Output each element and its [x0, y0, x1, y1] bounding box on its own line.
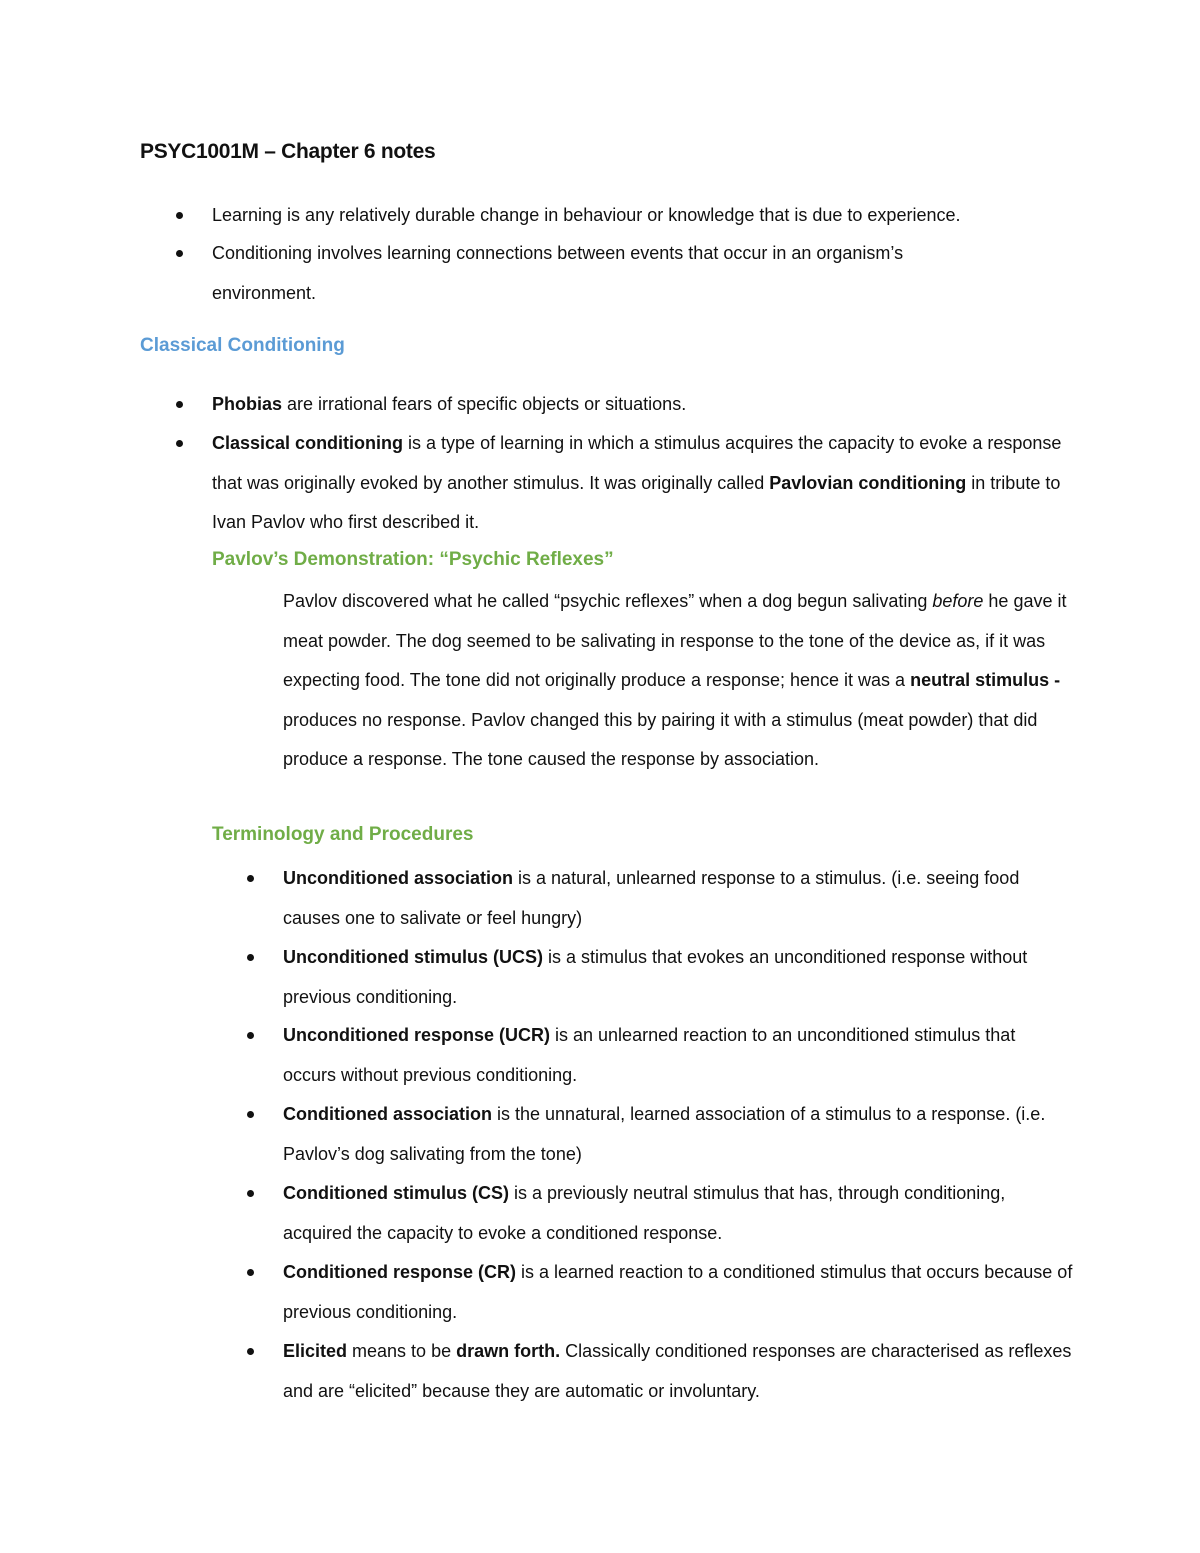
term: Pavlovian conditioning [769, 472, 967, 493]
term: neutral stimulus - [910, 670, 1061, 690]
term-item [283, 1253, 1073, 1332]
definition: is a learned reaction to a conditioned stimulus that occurs because of previous conditioning. [283, 1262, 1073, 1322]
classical-item [212, 385, 1072, 425]
definition: is an unlearned reaction to an unconditioned stimulus that occurs without previous conditioning. [283, 1025, 1016, 1085]
definition: is a previously neutral stimulus that has, through conditioning, acquired the capacity to evoke a conditioned response. [283, 1183, 1006, 1243]
bullet-icon [176, 212, 183, 219]
term-item [283, 938, 1073, 1017]
term: Phobias [212, 394, 283, 414]
bullet-icon [176, 401, 183, 408]
bullet-icon [247, 1269, 254, 1276]
bullet-icon [176, 440, 183, 447]
term: Unconditioned stimulus (UCS) [283, 947, 543, 967]
intro-item [212, 196, 1092, 236]
bullet-icon [247, 1032, 254, 1039]
term: drawn forth. [456, 1341, 561, 1361]
para-text: Pavlov discovered what he called “psychic reflexes” when a dog begun salivating [283, 591, 933, 611]
definition: in tribute to Ivan Pavlov who first described it. [212, 472, 1061, 532]
term-item [283, 1332, 1073, 1411]
para-italic: before [932, 591, 984, 611]
page-title: PSYC1001M – Chapter 6 notes [140, 140, 436, 163]
bullet-icon [247, 1111, 254, 1118]
term: Conditioned association [283, 1104, 493, 1124]
term-item [283, 1174, 1073, 1253]
definition: is a stimulus that evokes an unconditioned response without previous conditioning. [283, 947, 1028, 1007]
bullet-icon [247, 875, 254, 882]
para-text: produces no response. Pavlov changed this by pairing it with a stimulus (meat powder) that did produce a response. The tone caused the response by association. [283, 709, 1038, 769]
intro-text: Learning is any relatively durable change in behaviour or knowledge that is due to experience. [212, 205, 961, 225]
term: Unconditioned response (UCR) [283, 1025, 551, 1045]
bullet-icon [247, 954, 254, 961]
definition: Classically conditioned responses are characterised as reflexes and are “elicited” because they are automatic or involuntary. [283, 1341, 1072, 1401]
definition: is a natural, unlearned response to a stimulus. (i.e. seeing food causes one to salivate or feel hungry) [283, 868, 1020, 928]
term: Classical conditioning [212, 433, 404, 453]
definition: are irrational fears of specific objects or situations. [282, 394, 687, 414]
section-heading-classical: Classical Conditioning [140, 335, 345, 356]
pavlov-paragraph [283, 582, 1073, 780]
definition: is the unnatural, learned association of a stimulus to a response. (i.e. Pavlov’s dog salivating from the tone) [283, 1104, 1046, 1164]
term-item [283, 859, 1073, 938]
term-item [283, 1095, 1073, 1174]
definition: is a type of learning in which a stimulus acquires the capacity to evoke a response that was originally evoked by another stimulus. It was originally called [212, 433, 1062, 493]
para-text: he gave it meat powder. The dog seemed to be salivating in response to the tone of the device as, if it was expecting food. The tone did not originally produce a response; hence it was a [283, 591, 1067, 690]
bullet-icon [176, 250, 183, 257]
definition: means to be [347, 1341, 457, 1361]
term: Elicited [283, 1341, 348, 1361]
intro-item [212, 234, 1002, 313]
term: Conditioned response (CR) [283, 1262, 516, 1282]
subheading-pavlov: Pavlov’s Demonstration: “Psychic Reflexes” [212, 549, 614, 570]
intro-text: Conditioning involves learning connections between events that occur in an organism’s environment. [212, 243, 904, 303]
subheading-terminology: Terminology and Procedures [212, 824, 474, 845]
term-item [283, 1016, 1073, 1095]
term: Conditioned stimulus (CS) [283, 1183, 509, 1203]
bullet-icon [247, 1190, 254, 1197]
term: Unconditioned association [283, 868, 514, 888]
classical-item [212, 424, 1072, 543]
bullet-icon [247, 1348, 254, 1355]
